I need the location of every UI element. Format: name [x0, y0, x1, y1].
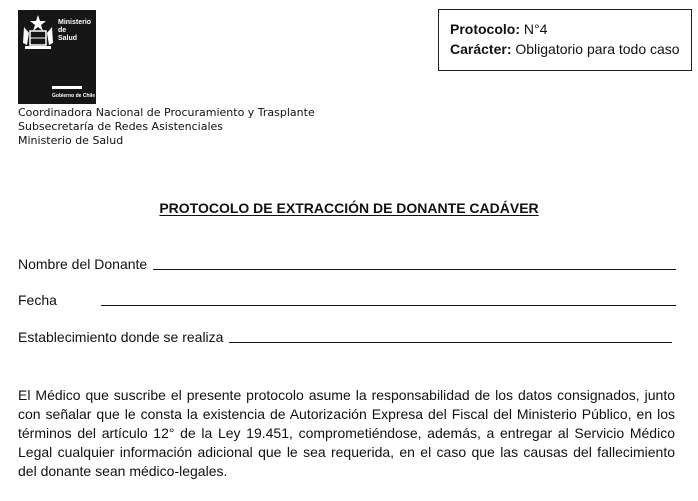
establishment-label: Establecimiento donde se realiza — [18, 329, 224, 345]
establishment-line[interactable] — [229, 341, 672, 343]
date-label: Fecha — [18, 292, 57, 308]
responsibility-paragraph: El Médico que suscribe el presente protocolo asume la responsabilidad de los datos consignados, junto con señalar que le consta la existencia de Autorización Expresa del Fiscal del Ministerio Público, en los términos del artículo 12° de la Ley 19.451, comprometiéndose, además, a entregar al Servicio Médico Legal cualquier información adicional que le sea requerida, en el caso que las causas del fallecimiento del donante sean médico-legales. — [18, 387, 675, 479]
character-label: Carácter: — [450, 41, 512, 57]
ministry-name: Ministerio de Salud — [58, 19, 92, 42]
donor-name-field[interactable] — [18, 256, 676, 272]
protocol-box — [438, 9, 692, 71]
protocol-number-row — [450, 19, 691, 39]
ministry-logo — [18, 10, 96, 104]
date-field[interactable] — [18, 292, 676, 308]
character-row — [450, 39, 691, 59]
agency-line-1: Coordinadora Nacional de Procuramiento y Trasplante — [18, 106, 315, 119]
agency-line-2: Subsecretaría de Redes Asistenciales — [18, 120, 224, 133]
chile-coat-of-arms-icon — [21, 13, 55, 51]
protocol-value: N°4 — [523, 21, 548, 37]
donor-name-line[interactable] — [153, 268, 676, 270]
government-label: Gobierno de Chile — [52, 93, 96, 99]
flag-stripe — [52, 86, 82, 89]
date-line[interactable] — [101, 304, 676, 306]
donor-name-label: Nombre del Donante — [18, 256, 148, 272]
document-title: PROTOCOLO DE EXTRACCIÓN DE DONANTE CADÁVER — [159, 200, 539, 216]
character-value: Obligatorio para todo caso — [515, 41, 680, 57]
agency-header — [18, 106, 315, 148]
agency-line-3: Ministerio de Salud — [18, 134, 124, 147]
establishment-field[interactable] — [18, 329, 672, 345]
protocol-label: Protocolo: — [450, 21, 520, 37]
